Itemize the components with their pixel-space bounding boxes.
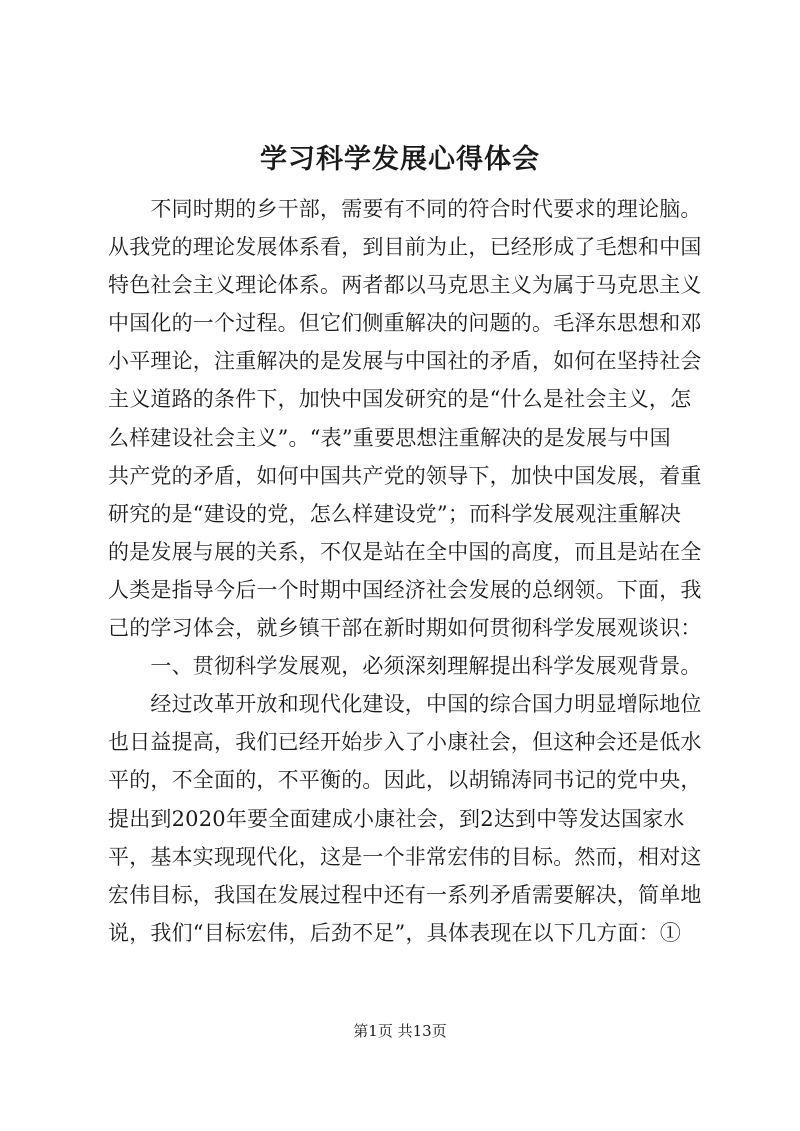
document-title: 学习科学发展心得体会 [260, 144, 540, 175]
document-body [108, 190, 708, 952]
body-line: 说，我们“目标宏伟，后劲不足”，具体表现在以下几方面：① [108, 920, 682, 945]
body-line: 不同时期的乡干部，需要有不同的符合时代要求的理论脑。 [108, 197, 702, 221]
body-line: 特色社会主义理论体系。两者都以马克思主义为属于马克思主义 [108, 273, 702, 298]
body-line: 么样建设社会主义”。“表”重要思想注重解决的是发展与中国 [108, 425, 671, 450]
body-line: 提出到2020年要全面建成小康社会，到2达到中等发达国家水 [108, 806, 685, 831]
body-line: 主义道路的条件下，加快中国发研究的是“什么是社会主义，怎 [108, 387, 692, 412]
body-line: 人类是指导今后一个时期中国经济社会发展的总纲领。下面，我 [108, 577, 702, 602]
body-line: 平，基本实现现代化，这是一个非常宏伟的目标。然而，相对这 [108, 844, 702, 869]
body-line: 共产党的矛盾，如何中国共产党的领导下，加快中国发展，着重 [108, 463, 702, 488]
body-line: 己的学习体会，就乡镇干部在新时期如何贯彻科学发展观谈识： [108, 616, 702, 641]
body-line: 一、贯彻科学发展观，必须深刻理解提出科学发展观背景。 [108, 654, 702, 679]
body-line: 平的，不全面的，不平衡的。因此，以胡锦涛同书记的党中央， [108, 768, 702, 793]
body-line: 小平理论，注重解决的是发展与中国社的矛盾，如何在坚持社会 [108, 349, 702, 374]
body-line: 中国化的一个过程。但它们侧重解决的问题的。毛泽东思想和邓 [108, 311, 702, 336]
body-line: 从我党的理论发展体系看，到目前为止，已经形成了毛想和中国 [108, 235, 702, 260]
page-footer: 第1页 共13页 [353, 1022, 447, 1040]
body-line: 研究的是“建设的党，怎么样建设党”；而科学发展观注重解决 [108, 501, 682, 526]
body-line: 也日益提高，我们已经开始步入了小康社会，但这种会还是低水 [108, 730, 702, 755]
body-line: 宏伟目标，我国在发展过程中还有一系列矛盾需要解决，简单地 [108, 882, 702, 907]
body-line: 经过改革开放和现代化建设，中国的综合国力明显增际地位 [108, 692, 702, 717]
body-line: 的是发展与展的关系，不仅是站在全中国的高度，而且是站在全 [108, 539, 702, 564]
